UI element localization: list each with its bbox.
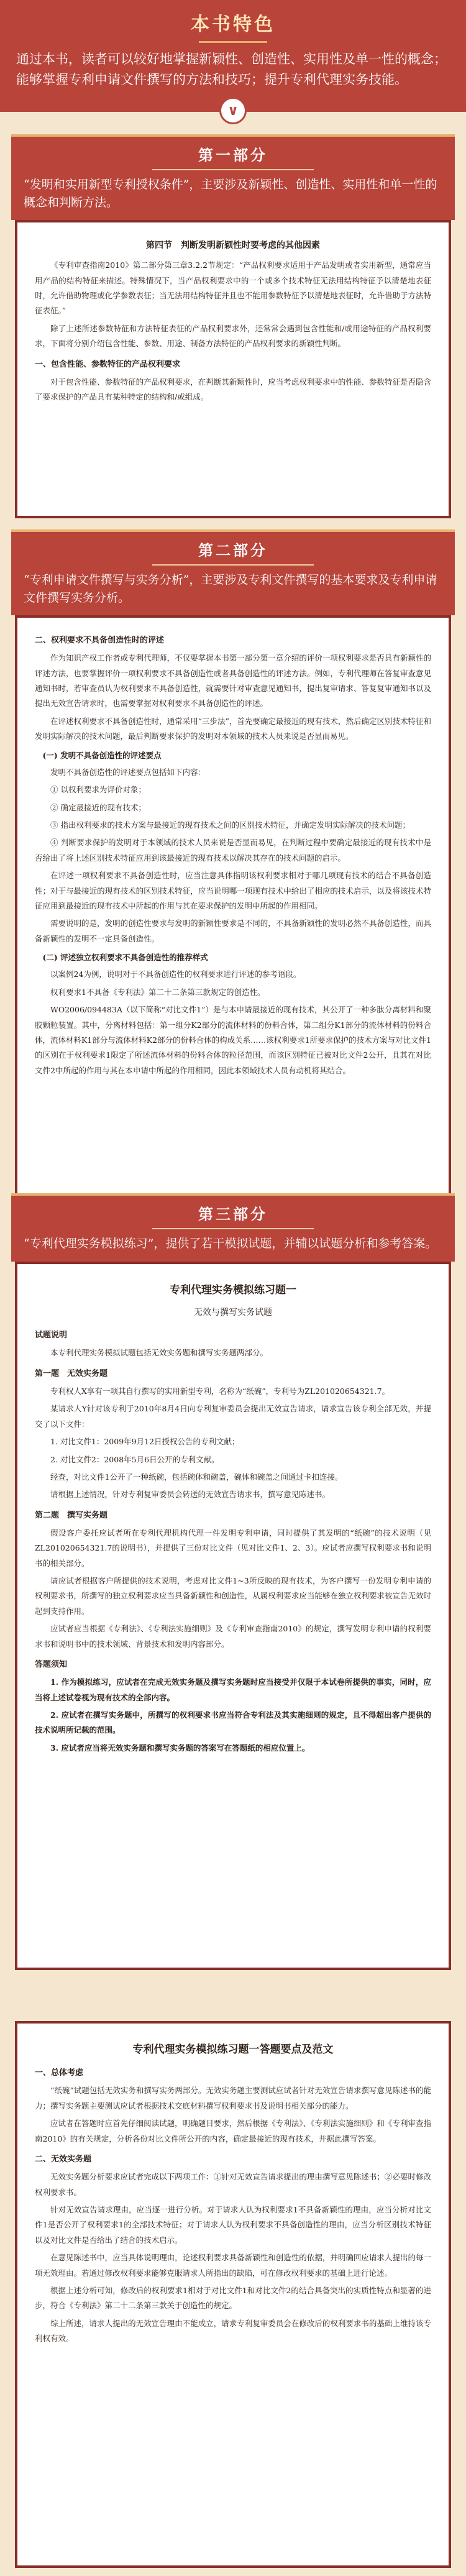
answer-paragraph: 综上所述，请求人提出的无效宣告理由不能成立，请求专利复审委员会在修改后的权利要求书的基础上维持该专利权有效。 (35, 2318, 431, 2344)
part-two-subtitle: “专利申请文件撰写与实务分析”，主要涉及专利文件撰写的基本要求及专利申请文件撰写实务分析。 (24, 573, 437, 605)
answer-paragraph: “纸碗”试题包括无效实务和撰写实务两部分。无效实务题主要测试应试者针对无效宣告请求撰写意见陈述书的能力；撰写实务题主要测试应试者根据技术交底材料撰写权利要求书及说明书相关部分的能力。 (35, 2086, 431, 2111)
notice-item: 2. 应试者在撰写实务题中，所撰写的权利要求书应当符合专利法及其实施细则的规定，且不得超出客户提供的技术说明所记载的范围。 (35, 1710, 431, 1735)
exam-subheading: 第一题 无效实务题 (35, 1368, 108, 1378)
part-two-paragraph: 权利要求1不具备《专利法》第二十二条第三款规定的创造性。 (50, 987, 265, 997)
part-three-rule (152, 1228, 314, 1229)
part-two-subheading: (二) 评述独立权利要求不具备创造性的推荐样式 (42, 953, 208, 963)
part-two-card (15, 615, 451, 1255)
answer-paragraph: 无效实务题分析要求应试者完成以下两项工作：①针对无效宣告请求提出的理由撰写意见陈述书；②必要时修改权利要求书。 (35, 2172, 431, 2197)
exam-paragraph: 1. 对比文件1：2009年9月12日授权公告的专利文献； (50, 1437, 240, 1447)
answer-paragraph: 应试者在答题时应首先仔细阅读试题，明确题目要求，然后根据《专利法》、《专利法实施细则》和《专利审查指南2010》的有关规定，分析各份对比文件所公开的内容，确定最接近的现有技术，并据此撰写答案。 (35, 2119, 431, 2143)
exam-subtitle: 无效与撰写实务试题 (194, 1307, 272, 1318)
part-three (0, 1193, 466, 1970)
part-one-subtitle: “发明和实用新型专利授权条件”，主要涉及新颖性、创造性、实用性和单一性的概念和判断方法。 (24, 178, 437, 209)
answer-paragraph: 针对无效宣告请求理由，应当逐一进行分析。对于请求人认为权利要求1不具备新颖性的理由，应当分析对比文件1是否公开了权利要求1的全部技术特征；对于请求人认为权利要求不具备创造性的理由，应当分析区别技术特征以及对比文件是否给出了结合的技术启示。 (35, 2205, 431, 2245)
part-two-paragraph: 在评述一项权利要求不具备创造性时，应当注意具体指明该权利要求相对于哪几项现有技术的结合不具备创造性；对于与最接近的现有技术的区别技术特征，应当说明哪一项现有技术中给出了相应的技术启示，以及将该技术特征应用到最接近的现有技术中所起的作用与其在要求保护的发明中所起的作用相同。 (35, 871, 431, 910)
part-two-subheading: (一) 发明不具备创造性的评述要点 (42, 750, 162, 760)
part-three-title-bar (11, 1193, 455, 1262)
hero-underline (199, 41, 267, 43)
part-three-exam-card (15, 1262, 451, 1970)
answer-subheading: 一、总体考虑 (35, 2068, 84, 2078)
exam-subheading: 试题说明 (35, 1330, 68, 1340)
part-two-list-item: ④ 判断要求保护的发明对于本领域的技术人员来说是否显而易见，在判断过程中要确定最接近的现有技术中是否给出了将上述区别技术特征应用到该最接近的现有技术以解决其存在的技术问题的启示。 (35, 838, 431, 863)
answer-paragraph: 在意见陈述书中，应当具体说明理由，论述权利要求具备新颖性和创造性的依据，并明确回应请求人提出的每一项无效理由。若通过修改权利要求能够克服请求人所指出的缺陷，可在修改权利要求的基础上进行论述。 (35, 2253, 431, 2278)
part-two-list-item: 发明不具备创造性的评述要点包括如下内容： (50, 767, 206, 777)
part-two-rule (152, 564, 314, 566)
part-one-title-bar (11, 134, 455, 220)
notice-item: 3. 应试者应当将无效实务题和撰写实务题的答案写在答题纸的相应位置上。 (50, 1743, 310, 1753)
answer-paragraph: 根据上述分析可知，修改后的权利要求1相对于对比文件1和对比文件2的结合具备突出的实质性特点和显著的进步，符合《专利法》第二十二条第三款关于创造性的规定。 (35, 2285, 431, 2311)
exam-paragraph: 专利权人X享有一项其自行撰写的实用新型专利，名称为“纸碗”，专利号为ZL201020654321.7。 (50, 1387, 390, 1396)
part-one-label: 第一部分 (198, 146, 268, 164)
notice-item: 1. 作为模拟练习，应试者在完成无效实务题及撰写实务题时应当接受并仅限于本试卷所提供的事实，同时，应当将上述试卷视为现有技术的全部内容。 (35, 1677, 431, 1702)
part-two-paragraph: WO2006/094483A（以下简称“对比文件1”）是与本申请最接近的现有技术，其公开了一种多肽分离材料和聚胶颗粒装置。其中，分离材料包括：第一组分K2部分的流体材料的份料合体，第二组分K1部分的流体材料的份料合体，流体材料K1部分与流体材料K2部分的份料合体的构成关系……该权利要求1所要求保护的技术方案与对比文件1的区别在于权利要求1限定了所述流体材料的份料合体的粒径范围，而该区别特征已被对比文件2公开，且其在对比文件2中所起的作用与其在本申请中所起的作用相同，因此本领域技术人员有动机将其结合。 (35, 1005, 431, 1075)
part-two-subheading: 二、权利要求不具备创造性时的评述 (35, 636, 165, 645)
part-two-document (17, 618, 449, 1091)
answer-card (15, 2021, 451, 2568)
part-two-label: 第二部分 (198, 541, 268, 559)
part-one-rule (152, 169, 314, 170)
exam-paragraph: 假设客户委托应试者所在专利代理机构代理一件发明专利申请，同时提供了其发明的“纸碗”的技术说明（见ZL201020654321.7的说明书），并提供了三份对比文件（见对比文件1、2、3）。应试者应撰写权利要求书和说明书的相关部分。 (35, 1528, 431, 1568)
part-two (0, 529, 466, 1255)
part-two-list-item: ① 以权利要求为评价对象； (50, 785, 146, 795)
part-two-paragraph: 需要说明的是，发明的创造性要求与发明的新颖性要求是不同的，不具备新颖性的发明必然不具备创造性，而具备新颖性的发明不一定具备创造性。 (35, 919, 431, 943)
part-one (0, 134, 466, 518)
part-two-title-bar (11, 529, 455, 615)
part-three-subtitle: “专利代理实务模拟练习”，提供了若干模拟试题，并辅以试题分析和参考答案。 (24, 1237, 437, 1250)
exam-subheading: 答题须知 (35, 1659, 68, 1669)
exam-paragraph: 应试者应当根据《专利法》、《专利法实施细则》及《专利审查指南2010》的规定，撰写发明专利申请的权利要求书和说明书中的技术领域、背景技术和发明内容部分。 (35, 1624, 431, 1649)
exam-subheading: 第二题 撰写实务题 (35, 1510, 108, 1520)
answer-subheading: 二、无效实务题 (35, 2154, 92, 2164)
exam-paragraph: 2. 对比文件2：2008年5月6日公开的专利文献。 (50, 1454, 219, 1464)
part-one-paragraph: 《专利审查指南2010》第二部分第三章3.2.2节规定：“产品权利要求适用于产品发明或者实用新型，通常应当用产品的结构特征来描述。特殊情况下，当产品权利要求中的一个或多个技术特征无法用结构特征予以清楚地表征时，允许借助物理或化学参数表征；当无法用结构特征并且也不能用参数特征予以清楚地表征时，允许借助于方法特征表征。” (35, 260, 431, 316)
exam-paragraph: 请应试者根据客户所提供的技术说明，考虑对比文件1~3所反映的现有技术，为客户撰写一份发明专利申请的权利要求书，所撰写的独立权利要求应当具备新颖性和创造性，从属权利要求应当能够在独立权利要求被宣告无效时起到支持作用。 (35, 1576, 431, 1616)
part-two-list-item: ③ 指出权利要求的技术方案与最接近的现有技术之间的区别技术特征，并确定发明实际解决的技术问题； (50, 820, 410, 830)
exam-title: 专利代理实务模拟练习题一 (170, 1283, 296, 1296)
part-two-paragraph: 以案例24为例，说明对于不具备创造性的权利要求进行评述的参考语段。 (50, 969, 301, 979)
exam-paragraph: 某请求人Y针对该专利于2010年8月4日向专利复审委员会提出无效宣告请求，请求宣告该专利全部无效，并提交了以下文件： (35, 1404, 431, 1429)
part-one-document (17, 222, 449, 418)
hero-banner (0, 0, 466, 119)
part-one-heading: 第四节 判断发明新颖性时要考虑的其他因素 (146, 241, 320, 250)
part-one-card (15, 220, 451, 518)
answer-title: 专利代理实务模拟练习题一答题要点及范文 (132, 2043, 334, 2056)
hero-title: 本书特色 (191, 14, 275, 35)
part-two-list-item: ② 确定最接近的现有技术； (50, 802, 146, 812)
part-two-paragraph: 在评述权利要求不具备创造性时，通常采用“三步法”，首先要确定最接近的现有技术，然后确定区别技术特征和发明实际解决的技术问题，最后判断要求保护的发明对本领域的技术人员来说是否显而易见。 (35, 716, 431, 741)
part-two-paragraph: 作为知识产权工作者或专利代理师，不仅要掌握本书第一部分第一章介绍的评价一项权利要求是否具有新颖性的评述方法，也要掌握评价一项权利要求不具备创造性或者具备创造性的评述方法。例如，专利代理师在答复审查意见通知书时，若审查员认为权利要求不具备创造性，就需要针对审查意见通知书，提出复审请求、答复复审通知书以及提出无效宣告请求时，也需要掌握对权利要求不具备创造性的评述。 (35, 653, 431, 708)
exam-paragraph: 经查，对比文件1公开了一种纸碗，包括碗体和碗盖，碗体和碗盖之间通过卡扣连接。 (50, 1472, 343, 1482)
chevron-down-icon: ∨ (219, 97, 247, 124)
exam-paragraph: 请根据上述情况，针对专利复审委员会转送的无效宣告请求书，撰写意见陈述书。 (50, 1490, 331, 1500)
answer-section (0, 2021, 466, 2568)
answer-document (17, 2024, 449, 2358)
part-one-paragraph: 除了上述所述参数特征和方法特征表征的产品权利要求外，还常常会遇到包含性能和/或用途特征的产品权利要求，下面将分别介绍包含性能、参数、用途、制备方法特征的产品权利要求的新颖性判断。 (35, 323, 431, 349)
part-one-subheading: 一、包含性能、参数特征的产品权利要求 (35, 359, 181, 369)
exam-paragraph: 本专利代理实务模拟试题包括无效实务题和撰写实务题两部分。 (50, 1348, 268, 1358)
part-one-paragraph: 对于包含性能、参数特征的产品权利要求，在判断其新颖性时，应当考虑权利要求中的性能、参数特征是否隐含了要求保护的产品具有某种特定的结构和/或组成。 (35, 377, 431, 402)
part-three-label: 第三部分 (198, 1205, 268, 1223)
part-three-exam-document (17, 1264, 449, 1769)
hero-description: 通过本书，读者可以较好地掌握新颖性、创造性、实用性及单一性的概念；能够掌握专利申请文件撰写的方法和技巧；提升专利代理实务技能。 (16, 52, 447, 87)
